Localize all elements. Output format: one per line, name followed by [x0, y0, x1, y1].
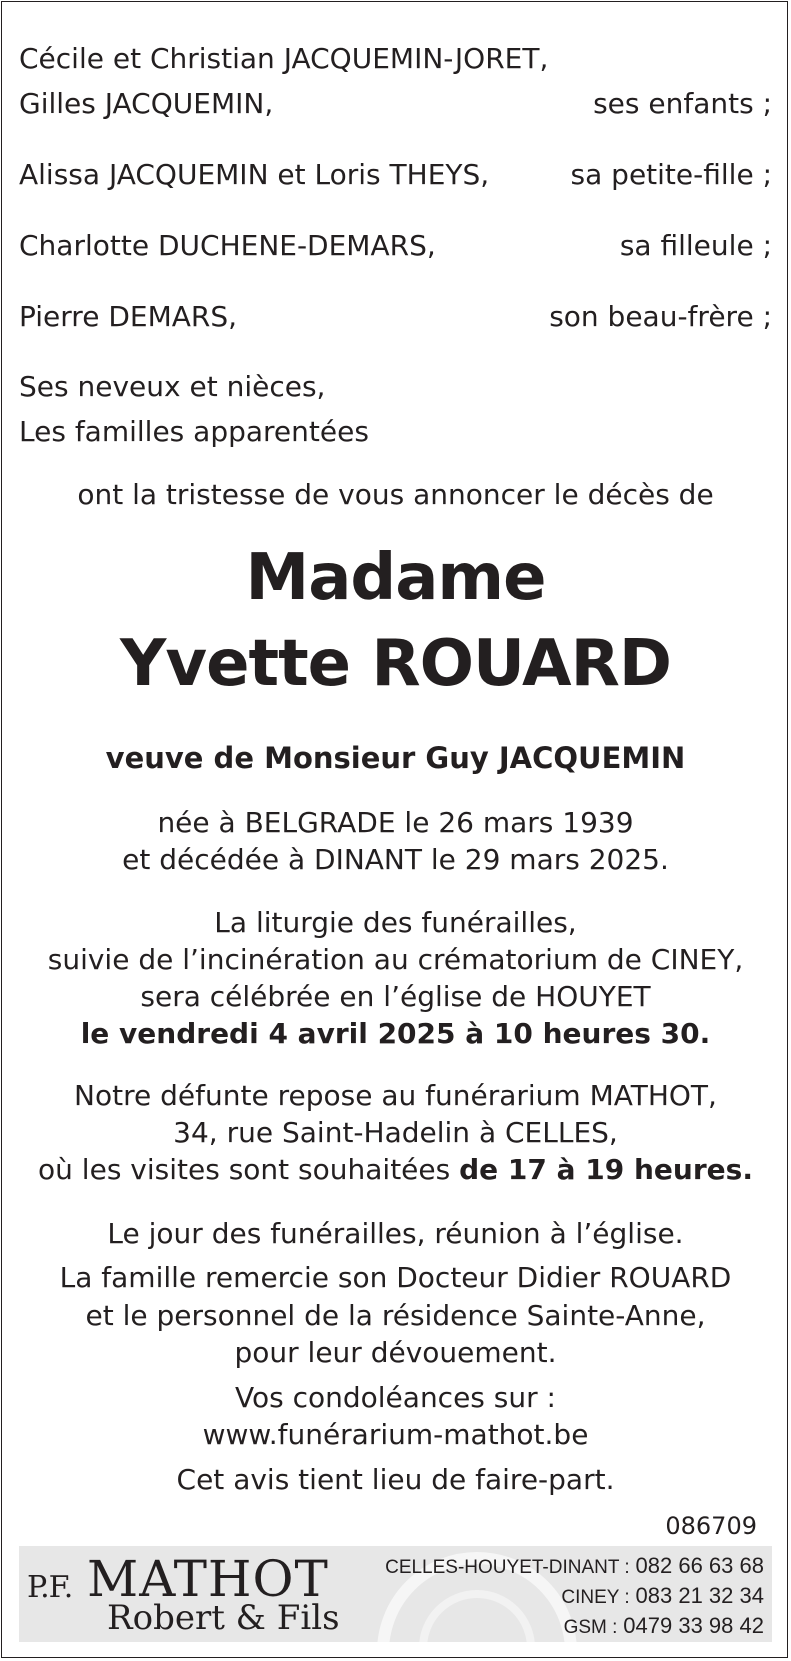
reference-number: 086709	[665, 1512, 757, 1540]
family-name: Gilles JACQUEMIN,	[19, 87, 274, 120]
family-role: ses enfants ;	[593, 87, 772, 120]
contact-label: GSM :	[563, 1617, 618, 1638]
visit-line-3	[19, 1153, 772, 1187]
visit-line-1: Notre défunte repose au funérarium MATHOT,	[74, 1079, 717, 1112]
death-info: et décédée à DINANT le 29 mars 2025.	[122, 843, 669, 876]
contact-label: CINEY :	[561, 1587, 630, 1608]
logo-robert-fils: Robert & Fils	[107, 1598, 340, 1638]
family-role: sa filleule ;	[619, 229, 772, 262]
family-line-1	[19, 42, 548, 76]
contact-number: 0479 33 98 42	[623, 1613, 764, 1638]
logo-pf: P.F.	[27, 1570, 73, 1605]
visit-line-2: 34, rue Saint-Hadelin à CELLES,	[173, 1116, 618, 1149]
contact-list	[385, 1552, 764, 1642]
condolences-website: www.funérarium-mathot.be	[202, 1418, 589, 1451]
deceased-name: Yvette ROUARD	[120, 627, 671, 701]
contact-number: 083 21 32 34	[635, 1583, 764, 1608]
closing-line-3: et le personnel de la résidence Sainte-Anne,	[85, 1299, 706, 1332]
logo-mathot: MATHOT	[87, 1550, 329, 1608]
birth-info: née à BELGRADE le 26 mars 1939	[157, 806, 634, 839]
closing-line-1: Le jour des funérailles, réunion à l’église.	[107, 1217, 684, 1250]
visit-hours: de 17 à 19 heures.	[459, 1153, 753, 1186]
family-name: Pierre DEMARS,	[19, 300, 238, 333]
closing-line-4: pour leur dévouement.	[234, 1336, 557, 1369]
contact-gsm	[385, 1612, 764, 1642]
contact-number: 082 66 63 68	[635, 1553, 764, 1578]
family-role: son beau-frère ;	[549, 300, 772, 333]
notice-statement: Cet avis tient lieu de faire-part.	[176, 1463, 615, 1496]
contact-label: CELLES-HOUYET-DINANT :	[385, 1557, 630, 1578]
liturgy-line-1: La liturgie des funérailles,	[214, 906, 577, 939]
family-name: Alissa JACQUEMIN et Loris THEYS,	[19, 158, 490, 191]
condolences-label: Vos condoléances sur :	[235, 1381, 556, 1414]
family-name: Charlotte DUCHENE-DEMARS,	[19, 229, 436, 262]
liturgy-line-3: sera célébrée en l’église de HOUYET	[140, 980, 651, 1013]
announcement: ont la tristesse de vous annoncer le décès de	[77, 478, 714, 511]
deceased-title: Madame	[245, 541, 546, 615]
contact-ciney	[385, 1582, 764, 1612]
family-role: sa petite-fille ;	[570, 158, 772, 191]
closing-line-2: La famille remercie son Docteur Didier ROUARD	[59, 1261, 732, 1294]
others-line-2: Les familles apparentées	[19, 415, 369, 448]
widow-of: veuve de Monsieur Guy JACQUEMIN	[105, 741, 686, 775]
funeral-home-banner	[19, 1546, 772, 1642]
liturgy-date: le vendredi 4 avril 2025 à 10 heures 30.	[80, 1017, 711, 1050]
contact-celles	[385, 1552, 764, 1582]
family-name: Cécile et Christian JACQUEMIN-JORET,	[19, 42, 549, 75]
liturgy-line-2: suivie de l’incinération au crématorium de CINEY,	[47, 943, 744, 976]
visit-text: où les visites sont souhaitées	[38, 1153, 451, 1186]
others-line-1: Ses neveux et nièces,	[19, 370, 326, 403]
